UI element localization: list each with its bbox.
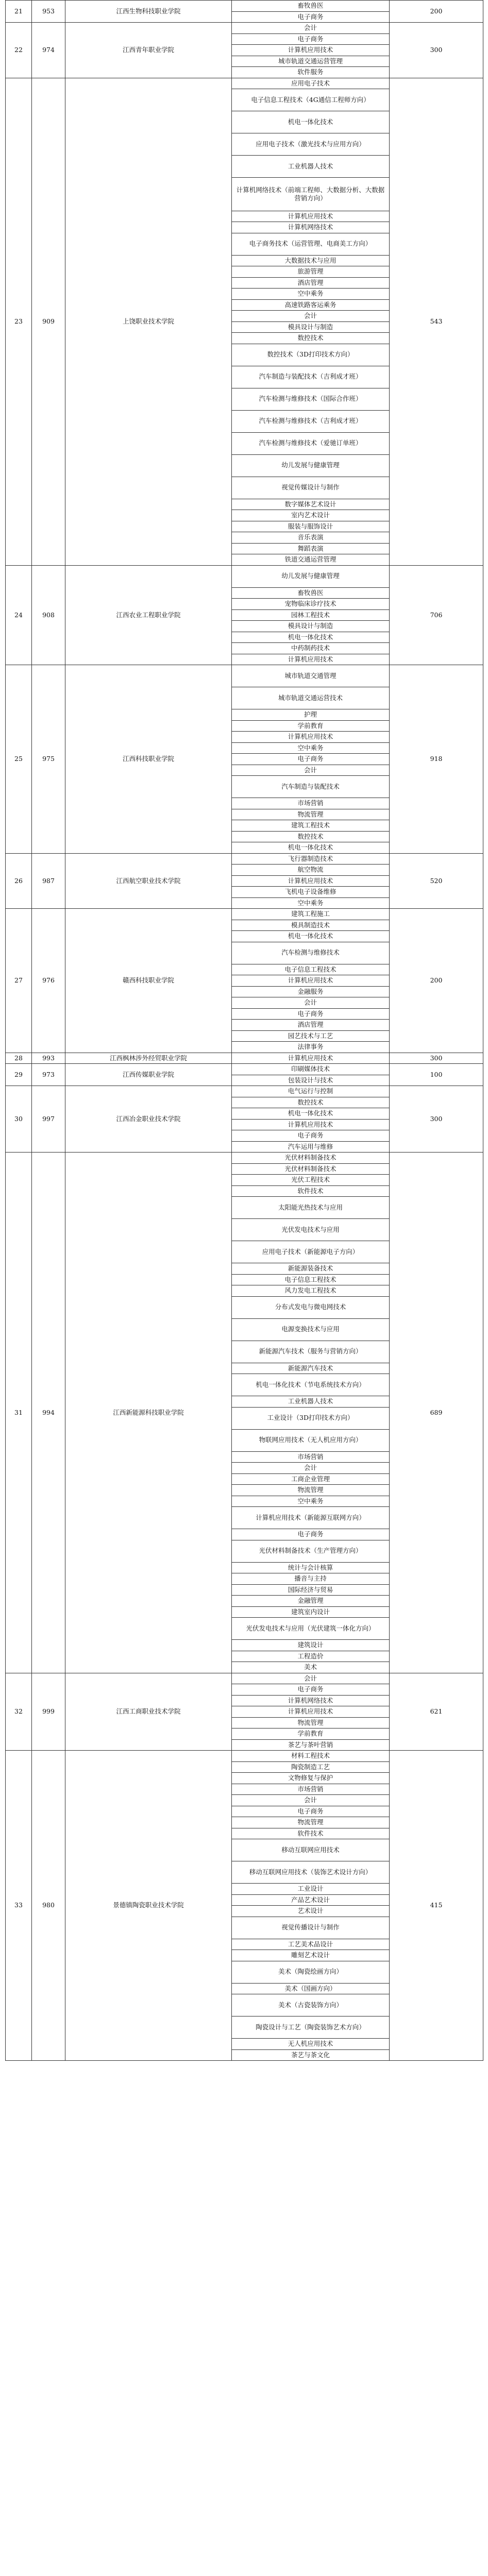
major-name: 物流管理 xyxy=(232,1717,390,1728)
major-name: 法律事务 xyxy=(232,1042,390,1053)
major-name: 电子商务 xyxy=(232,33,390,45)
major-name: 汽车运用与维修 xyxy=(232,1141,390,1153)
major-name: 建筑室内设计 xyxy=(232,1606,390,1618)
school-code: 953 xyxy=(32,1,65,23)
school-seq: 22 xyxy=(6,23,32,78)
major-name: 国际经济与贸易 xyxy=(232,1584,390,1596)
major-name: 工业机器人技术 xyxy=(232,1396,390,1408)
major-name: 汽车制造与装配技术（吉利成才班） xyxy=(232,366,390,388)
school-code: 976 xyxy=(32,909,65,1053)
plan-count: 543 xyxy=(390,78,483,565)
major-name: 金融管理 xyxy=(232,1596,390,1607)
major-name: 电子信息工程技术 xyxy=(232,1274,390,1285)
table-row xyxy=(6,1673,483,1684)
major-name: 计算机应用技术 xyxy=(232,875,390,887)
major-name: 计算机网络技术 xyxy=(232,222,390,233)
school-code: 999 xyxy=(32,1673,65,1751)
major-name: 计算机应用技术 xyxy=(232,211,390,222)
table-row xyxy=(6,665,483,687)
major-name: 城市轨道交通运营技术 xyxy=(232,687,390,709)
table-row xyxy=(6,1153,483,1164)
major-name: 电子信息工程技术 xyxy=(232,964,390,975)
school-code: 973 xyxy=(32,1064,65,1086)
major-name: 应用电子技术（激光技术与应用方向） xyxy=(232,133,390,156)
major-name: 机电一体化技术 xyxy=(232,1108,390,1120)
major-name: 计算机应用技术 xyxy=(232,45,390,56)
school-seq: 33 xyxy=(6,1751,32,2061)
major-name: 电子信息工程技术（4G通信工程师方向） xyxy=(232,89,390,111)
major-name: 材料工程技术 xyxy=(232,1751,390,1762)
major-name: 数控技术 xyxy=(232,333,390,344)
major-name: 陶瓷设计与工艺（陶瓷装饰艺术方向） xyxy=(232,2016,390,2039)
major-name: 计算机网络技术（前端工程师、大数据分析、大数据营销方向） xyxy=(232,178,390,211)
major-name: 移动互联网应用技术（装饰艺术设计方向） xyxy=(232,1861,390,1884)
major-name: 电子商务 xyxy=(232,1130,390,1142)
school-seq: 21 xyxy=(6,1,32,23)
major-name: 模具设计与制造 xyxy=(232,321,390,333)
major-name: 园艺技术与工艺 xyxy=(232,1030,390,1042)
major-name: 会计 xyxy=(232,1673,390,1684)
major-name: 城市轨道交通运营管理 xyxy=(232,56,390,67)
school-name: 江西工商职业技术学院 xyxy=(65,1673,232,1751)
major-name: 酒店管理 xyxy=(232,1020,390,1031)
school-code: 980 xyxy=(32,1751,65,2061)
major-name: 计算机应用技术 xyxy=(232,1053,390,1064)
major-name: 物流管理 xyxy=(232,1817,390,1828)
major-name: 机电一体化技术 xyxy=(232,842,390,854)
plan-count: 100 xyxy=(390,1064,483,1086)
major-name: 计算机应用技术 xyxy=(232,1119,390,1130)
school-name: 江西传媒职业学院 xyxy=(65,1064,232,1086)
major-name: 雕刻艺术设计 xyxy=(232,1950,390,1961)
major-name: 飞机电子设备维修 xyxy=(232,887,390,898)
major-name: 铁道交通运营管理 xyxy=(232,554,390,566)
school-seq: 32 xyxy=(6,1673,32,1751)
major-name: 金融服务 xyxy=(232,986,390,997)
major-name: 工业设计（3D打印技术方向） xyxy=(232,1407,390,1429)
major-name: 计算机应用技术 xyxy=(232,732,390,743)
school-name: 上饶职业技术学院 xyxy=(65,78,232,565)
major-name: 飞行器制造技术 xyxy=(232,853,390,865)
major-name: 美术 xyxy=(232,1662,390,1673)
plan-count: 689 xyxy=(390,1153,483,1673)
major-name: 空中乘务 xyxy=(232,289,390,300)
major-name: 幼儿发展与健康管理 xyxy=(232,454,390,477)
major-name: 数控技术（3D打印技术方向） xyxy=(232,344,390,366)
major-name: 视觉传播设计与制作 xyxy=(232,1917,390,1939)
school-code: 975 xyxy=(32,665,65,854)
major-name: 会计 xyxy=(232,765,390,776)
major-name: 物流管理 xyxy=(232,809,390,820)
school-seq: 30 xyxy=(6,1086,32,1153)
major-name: 计算机应用技术（新能源互联网方向） xyxy=(232,1507,390,1529)
major-name: 计算机网络技术 xyxy=(232,1695,390,1706)
major-name: 电子商务 xyxy=(232,754,390,765)
major-name: 光伏材料制备技术 xyxy=(232,1153,390,1164)
table-row xyxy=(6,1053,483,1064)
table-row xyxy=(6,78,483,89)
major-name: 机电一体化技术（节电系统技术方向） xyxy=(232,1374,390,1396)
major-name: 茶艺与茶文化 xyxy=(232,2049,390,2061)
major-name: 市场营销 xyxy=(232,1784,390,1795)
major-name: 舞蹈表演 xyxy=(232,543,390,554)
major-name: 播音与主持 xyxy=(232,1573,390,1585)
plan-count: 300 xyxy=(390,23,483,78)
major-name: 新能源装备技术 xyxy=(232,1263,390,1275)
school-name: 景德镇陶瓷职业技术学院 xyxy=(65,1751,232,2061)
major-name: 建筑工程技术 xyxy=(232,820,390,832)
major-name: 无人机应用技术 xyxy=(232,2039,390,2050)
school-seq: 28 xyxy=(6,1053,32,1064)
school-code: 994 xyxy=(32,1153,65,1673)
major-name: 畜牧兽医 xyxy=(232,1,390,12)
major-name: 光伏工程技术 xyxy=(232,1175,390,1186)
major-name: 美术（古瓷装饰方向） xyxy=(232,1994,390,2016)
major-name: 工艺美术品设计 xyxy=(232,1939,390,1950)
major-name: 空中乘务 xyxy=(232,742,390,754)
major-name: 模具制造技术 xyxy=(232,920,390,931)
major-name: 中药制药技术 xyxy=(232,643,390,654)
major-name: 风力发电工程技术 xyxy=(232,1285,390,1297)
school-seq: 24 xyxy=(6,565,32,665)
major-name: 汽车检测与维修技术 xyxy=(232,942,390,964)
school-name: 江西冶金职业技术学院 xyxy=(65,1086,232,1153)
major-name: 模具设计与制造 xyxy=(232,621,390,632)
major-name: 汽车检测与维修技术（爱驰订单班） xyxy=(232,432,390,454)
major-name: 光伏发电技术与应用（光伏建筑一体化方向） xyxy=(232,1618,390,1640)
major-name: 大数据技术与应用 xyxy=(232,255,390,266)
major-name: 学前教育 xyxy=(232,720,390,732)
school-code: 987 xyxy=(32,853,65,909)
major-name: 工业设计 xyxy=(232,1884,390,1895)
plan-count: 200 xyxy=(390,1,483,23)
major-name: 数控技术 xyxy=(232,831,390,842)
major-name: 应用电子技术（新能源电子方向） xyxy=(232,1241,390,1263)
major-name: 护理 xyxy=(232,709,390,721)
major-name: 软件技术 xyxy=(232,1828,390,1839)
major-name: 艺术设计 xyxy=(232,1906,390,1917)
major-name: 陶瓷制造工艺 xyxy=(232,1761,390,1773)
plan-count: 621 xyxy=(390,1673,483,1751)
school-code: 909 xyxy=(32,78,65,565)
major-name: 会计 xyxy=(232,1463,390,1474)
major-name: 汽车检测与维修技术（吉利成才班） xyxy=(232,410,390,432)
major-name: 计算机应用技术 xyxy=(232,975,390,987)
school-name: 江西青年职业学院 xyxy=(65,23,232,78)
school-name: 江西农业工程职业学院 xyxy=(65,565,232,665)
plan-count: 415 xyxy=(390,1751,483,2061)
major-name: 文物修复与保护 xyxy=(232,1773,390,1784)
major-name: 服装与服饰设计 xyxy=(232,521,390,532)
major-name: 太阳能光热技术与应用 xyxy=(232,1197,390,1219)
major-name: 统计与会计核算 xyxy=(232,1562,390,1573)
table-row xyxy=(6,23,483,34)
school-code: 997 xyxy=(32,1086,65,1153)
plan-count: 520 xyxy=(390,853,483,909)
major-name: 电子商务 xyxy=(232,1684,390,1696)
major-name: 电子商务 xyxy=(232,1008,390,1020)
major-name: 光伏材料制备技术（生产管理方向） xyxy=(232,1540,390,1562)
major-name: 光伏发电技术与应用 xyxy=(232,1219,390,1241)
school-name: 江西航空职业技术学院 xyxy=(65,853,232,909)
major-name: 软件服务 xyxy=(232,67,390,78)
plan-count: 300 xyxy=(390,1053,483,1064)
school-seq: 29 xyxy=(6,1064,32,1086)
major-name: 软件技术 xyxy=(232,1185,390,1197)
major-name: 城市轨道交通管理 xyxy=(232,665,390,687)
major-name: 市场营销 xyxy=(232,798,390,809)
school-name: 江西科技职业学院 xyxy=(65,665,232,854)
major-name: 室内艺术设计 xyxy=(232,510,390,521)
school-code: 908 xyxy=(32,565,65,665)
table-row xyxy=(6,565,483,587)
major-name: 机电一体化技术 xyxy=(232,111,390,133)
table-row xyxy=(6,1,483,12)
major-name: 工业机器人技术 xyxy=(232,156,390,178)
major-name: 汽车检测与维修技术（国际合作班） xyxy=(232,388,390,410)
major-name: 音乐表演 xyxy=(232,532,390,544)
major-name: 市场营销 xyxy=(232,1451,390,1463)
table-body xyxy=(6,1,483,2061)
major-name: 包装设计与技术 xyxy=(232,1075,390,1086)
table-row xyxy=(6,1751,483,1762)
major-name: 新能源汽车技术（服务与营销方向） xyxy=(232,1341,390,1363)
major-name: 物联网应用技术（无人机应用方向） xyxy=(232,1429,390,1451)
major-name: 高速铁路客运乘务 xyxy=(232,299,390,311)
major-name: 工商企业管理 xyxy=(232,1473,390,1485)
plan-count: 300 xyxy=(390,1086,483,1153)
major-name: 建筑工程施工 xyxy=(232,909,390,920)
major-name: 视觉传媒设计与制作 xyxy=(232,477,390,499)
major-name: 电子商务 xyxy=(232,11,390,23)
major-name: 电子商务 xyxy=(232,1529,390,1540)
major-name: 空中乘务 xyxy=(232,1496,390,1507)
major-name: 数控技术 xyxy=(232,1097,390,1108)
major-name: 移动互联网应用技术 xyxy=(232,1839,390,1861)
school-name: 赣西科技职业学院 xyxy=(65,909,232,1053)
major-name: 建筑设计 xyxy=(232,1640,390,1651)
school-code: 974 xyxy=(32,23,65,78)
major-name: 印刷媒体技术 xyxy=(232,1064,390,1075)
major-name: 产品艺术设计 xyxy=(232,1894,390,1906)
major-name: 数字媒体艺术设计 xyxy=(232,499,390,510)
major-name: 学前教育 xyxy=(232,1728,390,1740)
major-name: 物流管理 xyxy=(232,1485,390,1496)
school-name: 江西生物科技职业学院 xyxy=(65,1,232,23)
major-name: 空中乘务 xyxy=(232,897,390,909)
major-name: 会计 xyxy=(232,23,390,34)
plan-count: 918 xyxy=(390,665,483,854)
major-name: 宠物临床诊疗技术 xyxy=(232,599,390,610)
major-name: 酒店管理 xyxy=(232,277,390,289)
school-seq: 23 xyxy=(6,78,32,565)
major-name: 电源变换技术与应用 xyxy=(232,1318,390,1341)
major-name: 机电一体化技术 xyxy=(232,931,390,942)
major-name: 计算机应用技术 xyxy=(232,654,390,665)
major-name: 电子商务技术（运营管理、电商美工方向） xyxy=(232,233,390,255)
school-seq: 27 xyxy=(6,909,32,1053)
major-name: 幼儿发展与健康管理 xyxy=(232,565,390,587)
major-name: 计算机应用技术 xyxy=(232,1706,390,1718)
school-seq: 31 xyxy=(6,1153,32,1673)
major-name: 美术（国画方向） xyxy=(232,1983,390,1994)
table-row xyxy=(6,1064,483,1075)
table-row xyxy=(6,853,483,865)
school-name: 江西新能源科技职业学院 xyxy=(65,1153,232,1673)
school-name: 江西枫林涉外经贸职业学院 xyxy=(65,1053,232,1064)
major-name: 电子商务 xyxy=(232,1806,390,1817)
major-name: 园林工程技术 xyxy=(232,609,390,621)
major-name: 畜牧兽医 xyxy=(232,587,390,599)
table-row xyxy=(6,1086,483,1097)
major-name: 茶艺与茶叶营销 xyxy=(232,1739,390,1751)
plan-count: 200 xyxy=(390,909,483,1053)
major-name: 光伏材料制备技术 xyxy=(232,1163,390,1175)
enrollment-table xyxy=(5,0,483,2061)
major-name: 新能源汽车技术 xyxy=(232,1363,390,1374)
major-name: 会计 xyxy=(232,311,390,322)
major-name: 旅游管理 xyxy=(232,266,390,278)
major-name: 工程造价 xyxy=(232,1651,390,1662)
plan-count: 706 xyxy=(390,565,483,665)
major-name: 电气运行与控制 xyxy=(232,1086,390,1097)
school-seq: 25 xyxy=(6,665,32,854)
major-name: 分布式发电与微电网技术 xyxy=(232,1296,390,1318)
major-name: 应用电子技术 xyxy=(232,78,390,89)
school-seq: 26 xyxy=(6,853,32,909)
major-name: 会计 xyxy=(232,1795,390,1806)
major-name: 美术（陶瓷绘画方向） xyxy=(232,1961,390,1983)
major-name: 航空物流 xyxy=(232,865,390,876)
major-name: 机电一体化技术 xyxy=(232,632,390,643)
school-code: 993 xyxy=(32,1053,65,1064)
major-name: 汽车制造与装配技术 xyxy=(232,776,390,798)
major-name: 会计 xyxy=(232,997,390,1009)
table-row xyxy=(6,909,483,920)
